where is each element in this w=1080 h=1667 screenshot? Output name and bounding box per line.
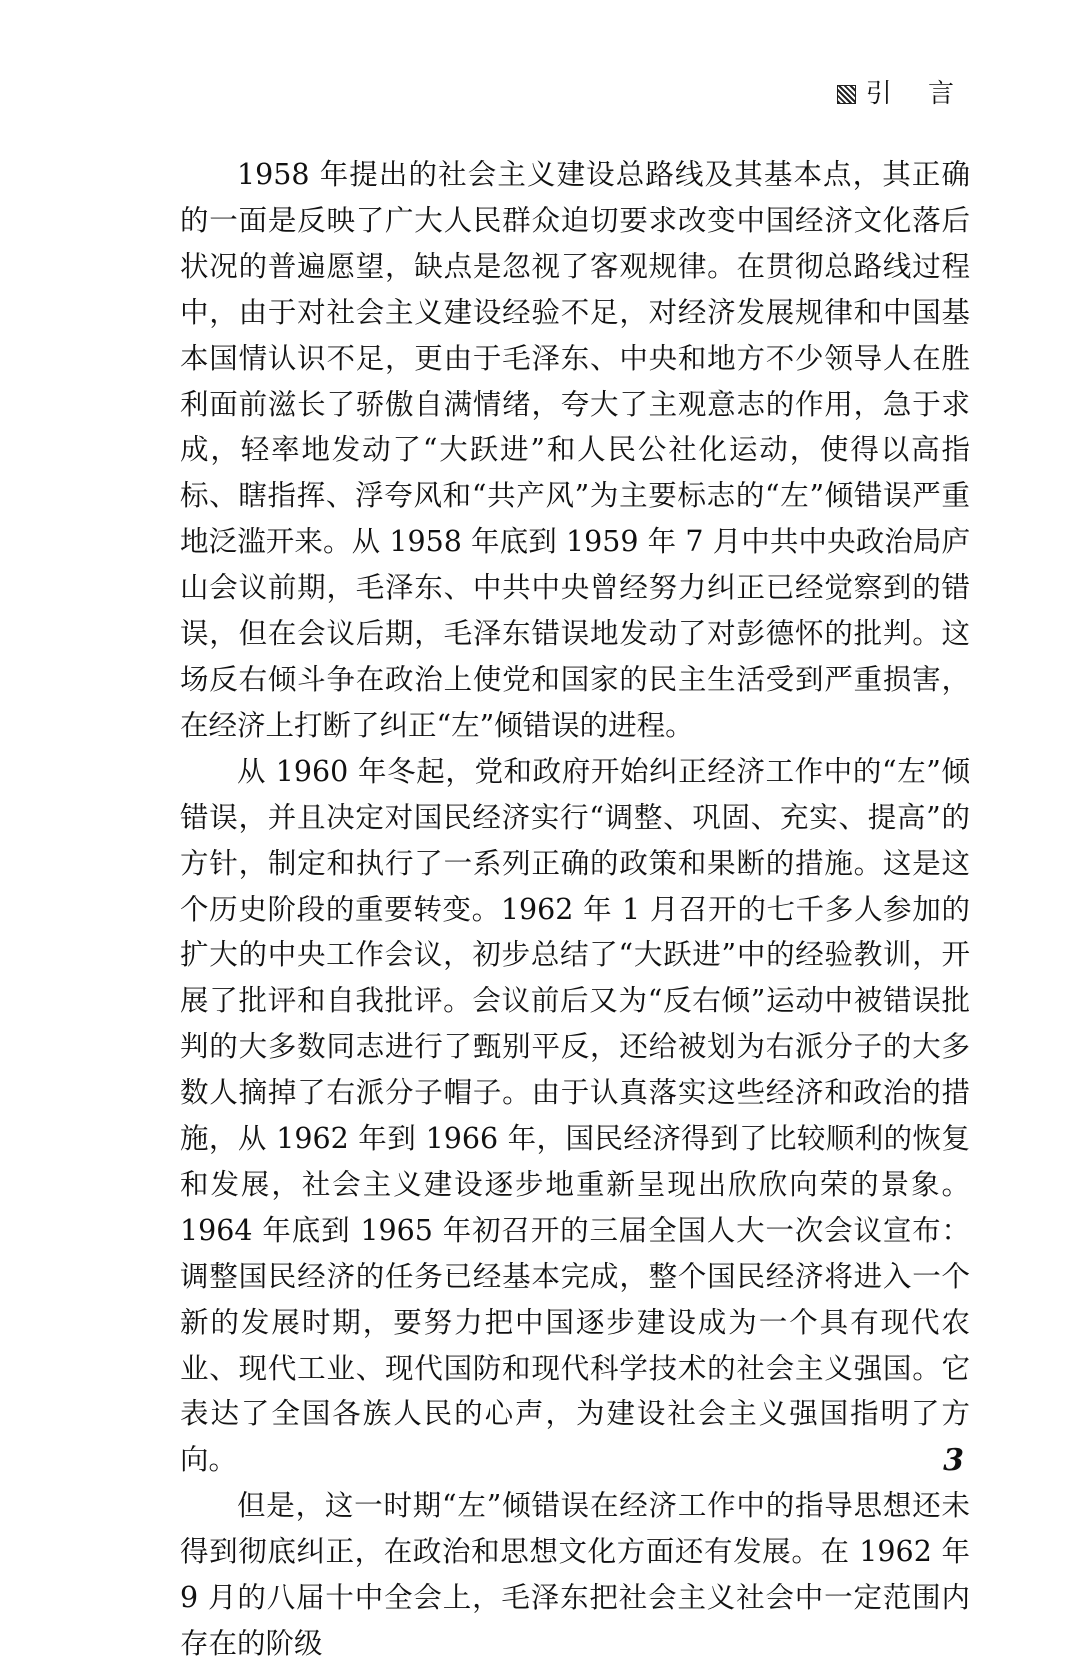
- paragraph: 1958 年提出的社会主义建设总路线及其基本点，其正确的一面是反映了广大人民群众迫切要求改变中国经济文化落后状况的普遍愿望，缺点是忽视了客观规律。在贯彻总路线过程中，由于对社会主义建设经验不足，对经济发展规律和中国基本国情认识不足，更由于毛泽东、中央和地方不少领导人在胜利面前滋长了骄傲自满情绪，夸大了主观意志的作用，急于求成，轻率地发动了“大跃进”和人民公社化运动，使得以高指标、瞎指挥、浮夸风和“共产风”为主要标志的“左”倾错误严重地泛滥开来。从 1958 年底到 1959 年 7 月中共中央政治局庐山会议前期，毛泽东、中共中央曾经努力纠正已经觉察到的错误，但在会议后期，毛泽东错误地发动了对彭德怀的批判。这场反右倾斗争在政治上使党和国家的民主生活受到严重损害，在经济上打断了纠正“左”倾错误的进程。: [180, 158, 970, 742]
- page-number: 3: [943, 1443, 964, 1478]
- chapter-title: 引 言: [865, 79, 968, 109]
- paragraph: 从 1960 年冬起，党和政府开始纠正经济工作中的“左”倾错误，并且决定对国民经济实行“调整、巩固、充实、提高”的方针，制定和执行了一系列正确的政策和果断的措施。这是这个历史阶段的重要转变。1962 年 1 月召开的七千多人参加的扩大的中央工作会议，初步总结了“大跃进”中的经验教训，开展了批评和自我批评。会议前后又为“反右倾”运动中被错误批判的大多数同志进行了甄别平反，还给被划为右派分子的大多数人摘掉了右派分子帽子。由于认真落实这些经济和政治的措施，从 1962 年到 1966 年，国民经济得到了比较顺利的恢复和发展，社会主义建设逐步地重新呈现出欣欣向荣的景象。1964 年底到 1965 年初召开的三届全国人大一次会议宣布：调整国民经济的任务已经基本完成，整个国民经济将进入一个新的发展时期，要努力把中国逐步建设成为一个具有现代农业、现代工业、现代国防和现代科学技术的社会主义强国。它表达了全国各族人民的心声，为建设社会主义强国指明了方向。: [180, 754, 970, 1477]
- decorative-square-icon: [837, 85, 856, 104]
- paragraph: 但是，这一时期“左”倾错误在经济工作中的指导思想还未得到彻底纠正，在政治和思想文化方面还有发展。在 1962 年 9 月的八届十中全会上，毛泽东把社会主义社会中一定范围内存在的阶级: [180, 1489, 970, 1660]
- running-header: [837, 78, 968, 110]
- body-text: [180, 152, 970, 1667]
